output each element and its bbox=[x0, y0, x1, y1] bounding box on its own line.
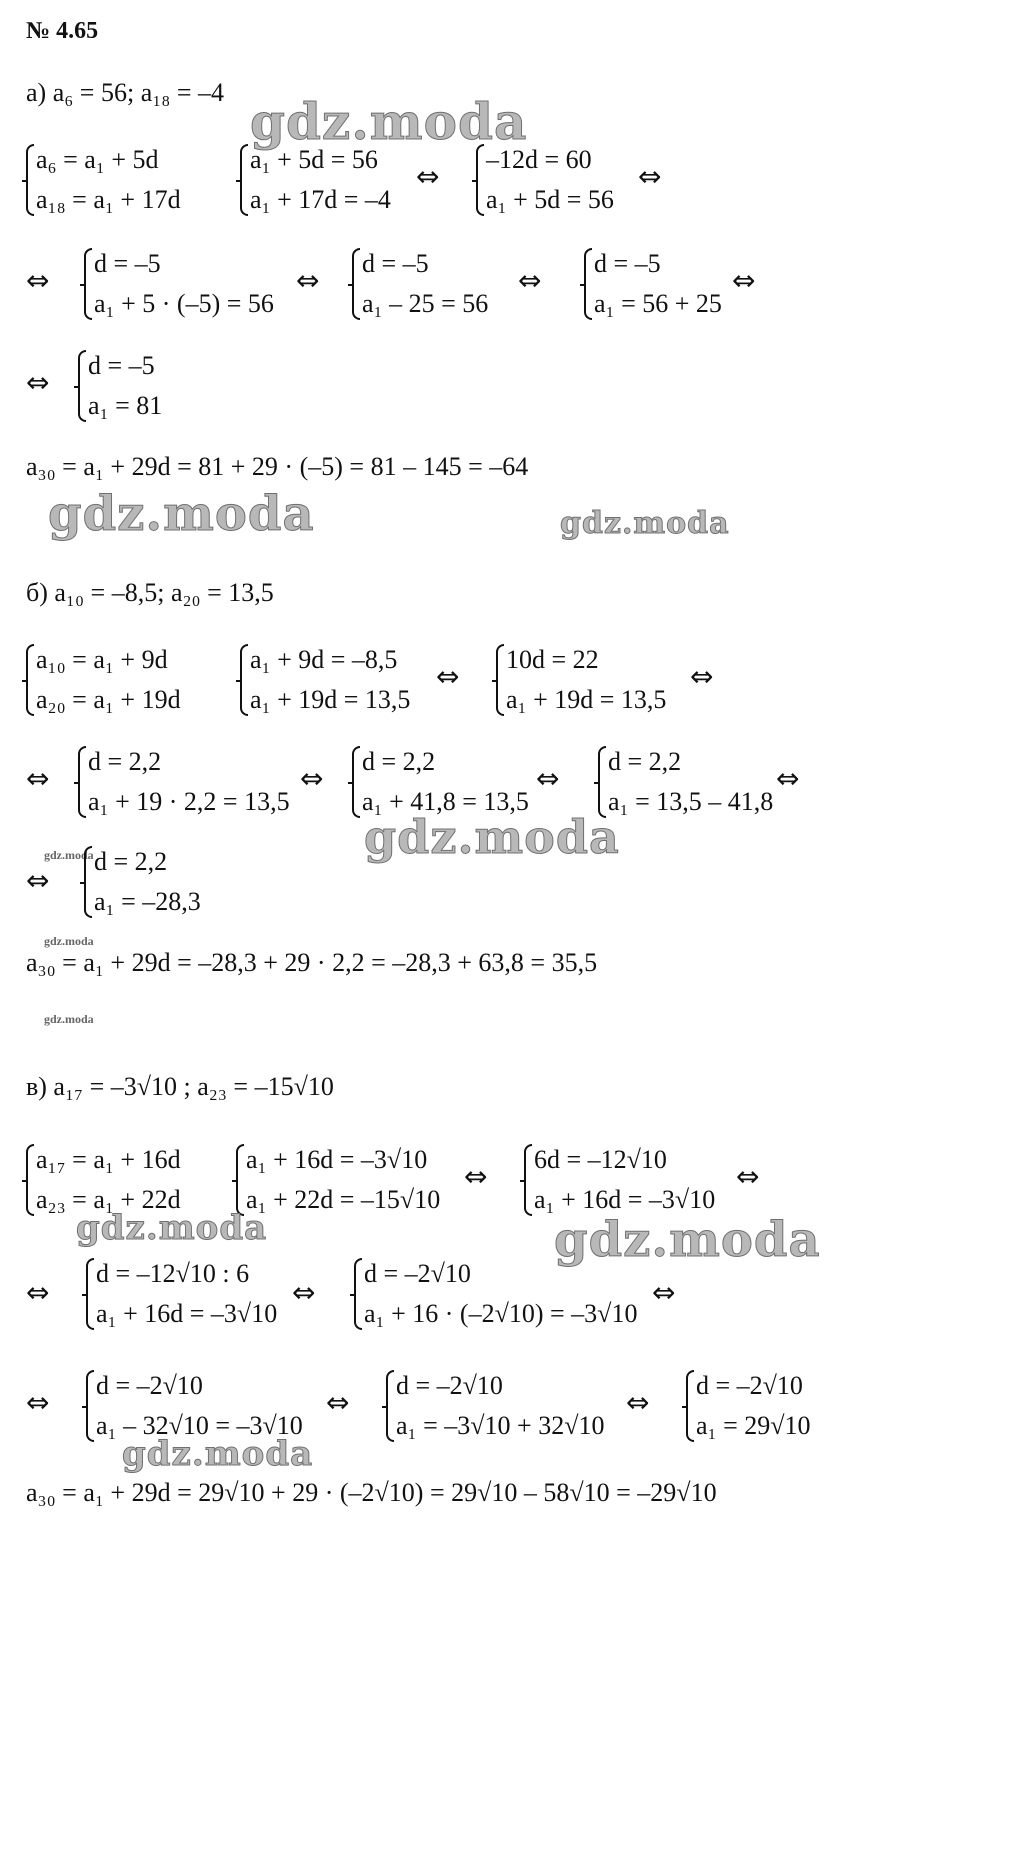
equivalence-arrow: ⇔ bbox=[26, 864, 50, 897]
equation: a₁ = –28,3 bbox=[94, 887, 201, 916]
equation: d = 2,2 bbox=[362, 747, 436, 776]
equation: a₁ = 56 + 25 bbox=[594, 289, 722, 318]
equation: a₁ + 5d = 56 bbox=[250, 145, 378, 174]
equation: a₁ + 41,8 = 13,5 bbox=[362, 787, 529, 816]
watermark: gdz.moda bbox=[76, 1208, 268, 1248]
equation: d = 2,2 bbox=[608, 747, 682, 776]
part-a-system-1 bbox=[26, 140, 181, 220]
part-c-system-4 bbox=[86, 1254, 277, 1334]
equation: a₁ + 16d = –3√10 bbox=[96, 1299, 278, 1328]
equation: a₁ + 16d = –3√10 bbox=[246, 1145, 428, 1174]
part-c-system-8 bbox=[686, 1366, 811, 1446]
equivalence-arrow: ⇔ bbox=[464, 1160, 488, 1193]
equation: d = –5 bbox=[362, 249, 429, 278]
part-b-system-6 bbox=[598, 742, 773, 822]
part-a-system-3 bbox=[476, 140, 614, 220]
equation: a₂₀ = a₁ + 19d bbox=[36, 685, 181, 714]
equivalence-arrow: ⇔ bbox=[300, 762, 324, 795]
equivalence-arrow: ⇔ bbox=[690, 660, 714, 693]
equation: d = –2√10 bbox=[396, 1371, 503, 1400]
part-b-system-7 bbox=[84, 842, 201, 922]
equivalence-arrow: ⇔ bbox=[292, 1276, 316, 1309]
watermark-small: gdz.moda bbox=[44, 848, 94, 862]
watermark: gdz.moda bbox=[364, 810, 620, 864]
equivalence-arrow: ⇔ bbox=[416, 160, 440, 193]
equivalence-arrow: ⇔ bbox=[26, 1276, 50, 1309]
equivalence-arrow: ⇔ bbox=[736, 1160, 760, 1193]
equation: d = –2√10 bbox=[696, 1371, 803, 1400]
equivalence-arrow: ⇔ bbox=[26, 762, 50, 795]
part-a-system-6 bbox=[584, 244, 722, 324]
part-b-system-3 bbox=[496, 640, 666, 720]
equivalence-arrow: ⇔ bbox=[652, 1276, 676, 1309]
equation: a₁ + 19d = 13,5 bbox=[250, 685, 411, 714]
part-b-system-1 bbox=[26, 640, 181, 720]
equation: d = –2√10 bbox=[364, 1259, 471, 1288]
equivalence-arrow: ⇔ bbox=[436, 660, 460, 693]
equation: a₁ – 32√10 = –3√10 bbox=[96, 1411, 303, 1440]
part-a-result: a₃₀ = a₁ + 29d = 81 + 29 · (–5) = 81 – 145 = –64 bbox=[26, 452, 529, 481]
part-c-system-7 bbox=[386, 1366, 604, 1446]
equation: a₁ + 16d = –3√10 bbox=[534, 1185, 716, 1214]
equation: a₁ = 29√10 bbox=[696, 1411, 811, 1440]
equivalence-arrow: ⇔ bbox=[626, 1386, 650, 1419]
equation: d = –5 bbox=[594, 249, 661, 278]
equation: 6d = –12√10 bbox=[534, 1145, 667, 1174]
equivalence-arrow: ⇔ bbox=[776, 762, 800, 795]
watermark: gdz.moda bbox=[48, 486, 315, 542]
equivalence-arrow: ⇔ bbox=[326, 1386, 350, 1419]
part-a-system-5 bbox=[352, 244, 488, 324]
equation: d = –2√10 bbox=[96, 1371, 203, 1400]
equation: a₂₃ = a₁ + 22d bbox=[36, 1185, 181, 1214]
equation: a₁ = –3√10 + 32√10 bbox=[396, 1411, 605, 1440]
equivalence-arrow: ⇔ bbox=[26, 1386, 50, 1419]
equation: a₁ = 13,5 – 41,8 bbox=[608, 787, 774, 816]
equivalence-arrow: ⇔ bbox=[536, 762, 560, 795]
watermark: gdz.moda bbox=[554, 1212, 821, 1268]
equivalence-arrow: ⇔ bbox=[26, 366, 50, 399]
equivalence-arrow: ⇔ bbox=[732, 264, 756, 297]
part-b-system-2 bbox=[240, 640, 410, 720]
equation: a₁₀ = a₁ + 9d bbox=[36, 645, 168, 674]
part-b-system-4 bbox=[78, 742, 290, 822]
equation: a₁ – 25 = 56 bbox=[362, 289, 489, 318]
equation: a₁ + 19 · 2,2 = 13,5 bbox=[88, 787, 290, 816]
equivalence-arrow: ⇔ bbox=[26, 264, 50, 297]
equation: –12d = 60 bbox=[486, 145, 592, 174]
equation: a₁ + 5 · (–5) = 56 bbox=[94, 289, 274, 318]
equation: 10d = 22 bbox=[506, 645, 599, 674]
equation: a₁ + 16 · (–2√10) = –3√10 bbox=[364, 1299, 638, 1328]
equation: d = –12√10 : 6 bbox=[96, 1259, 250, 1288]
part-c-system-3 bbox=[524, 1140, 715, 1220]
watermark-small: gdz.moda bbox=[44, 934, 94, 948]
part-c-result: a₃₀ = a₁ + 29d = 29√10 + 29 · (–2√10) = 29√10 – 58√10 = –29√10 bbox=[26, 1478, 717, 1507]
equivalence-arrow: ⇔ bbox=[518, 264, 542, 297]
watermark: gdz.moda bbox=[560, 506, 730, 541]
watermark-small: gdz.moda bbox=[44, 1012, 94, 1026]
part-b-header: б) a₁₀ = –8,5; a₂₀ = 13,5 bbox=[26, 578, 274, 607]
equation: d = –5 bbox=[88, 351, 155, 380]
equation: a₁₈ = a₁ + 17d bbox=[36, 185, 181, 214]
equation: a₁ + 9d = –8,5 bbox=[250, 645, 398, 674]
equation: a₆ = a₁ + 5d bbox=[36, 145, 159, 174]
equation: a₁₇ = a₁ + 16d bbox=[36, 1145, 181, 1174]
equation: a₁ + 5d = 56 bbox=[486, 185, 614, 214]
problem-title: № 4.65 bbox=[26, 18, 99, 44]
part-a-system-7 bbox=[78, 346, 162, 426]
watermark: gdz.moda bbox=[122, 1434, 314, 1474]
equation: a₁ + 19d = 13,5 bbox=[506, 685, 667, 714]
watermark: gdz.moda bbox=[250, 92, 528, 151]
equation: d = –5 bbox=[94, 249, 161, 278]
part-a-system-4 bbox=[84, 244, 274, 324]
equation: d = 2,2 bbox=[88, 747, 162, 776]
part-c-header: в) a₁₇ = –3√10 ; a₂₃ = –15√10 bbox=[26, 1072, 334, 1101]
part-b-result: a₃₀ = a₁ + 29d = –28,3 + 29 · 2,2 = –28,3 + 63,8 = 35,5 bbox=[26, 948, 598, 977]
equivalence-arrow: ⇔ bbox=[296, 264, 320, 297]
equation: a₁ + 17d = –4 bbox=[250, 185, 391, 214]
equation: a₁ + 22d = –15√10 bbox=[246, 1185, 441, 1214]
equivalence-arrow: ⇔ bbox=[638, 160, 662, 193]
equation: d = 2,2 bbox=[94, 847, 168, 876]
part-c-system-5 bbox=[354, 1254, 637, 1334]
equation: a₁ = 81 bbox=[88, 391, 163, 420]
part-a-system-2 bbox=[240, 140, 391, 220]
part-a-header: а) a₆ = 56; a₁₈ = –4 bbox=[26, 78, 225, 107]
